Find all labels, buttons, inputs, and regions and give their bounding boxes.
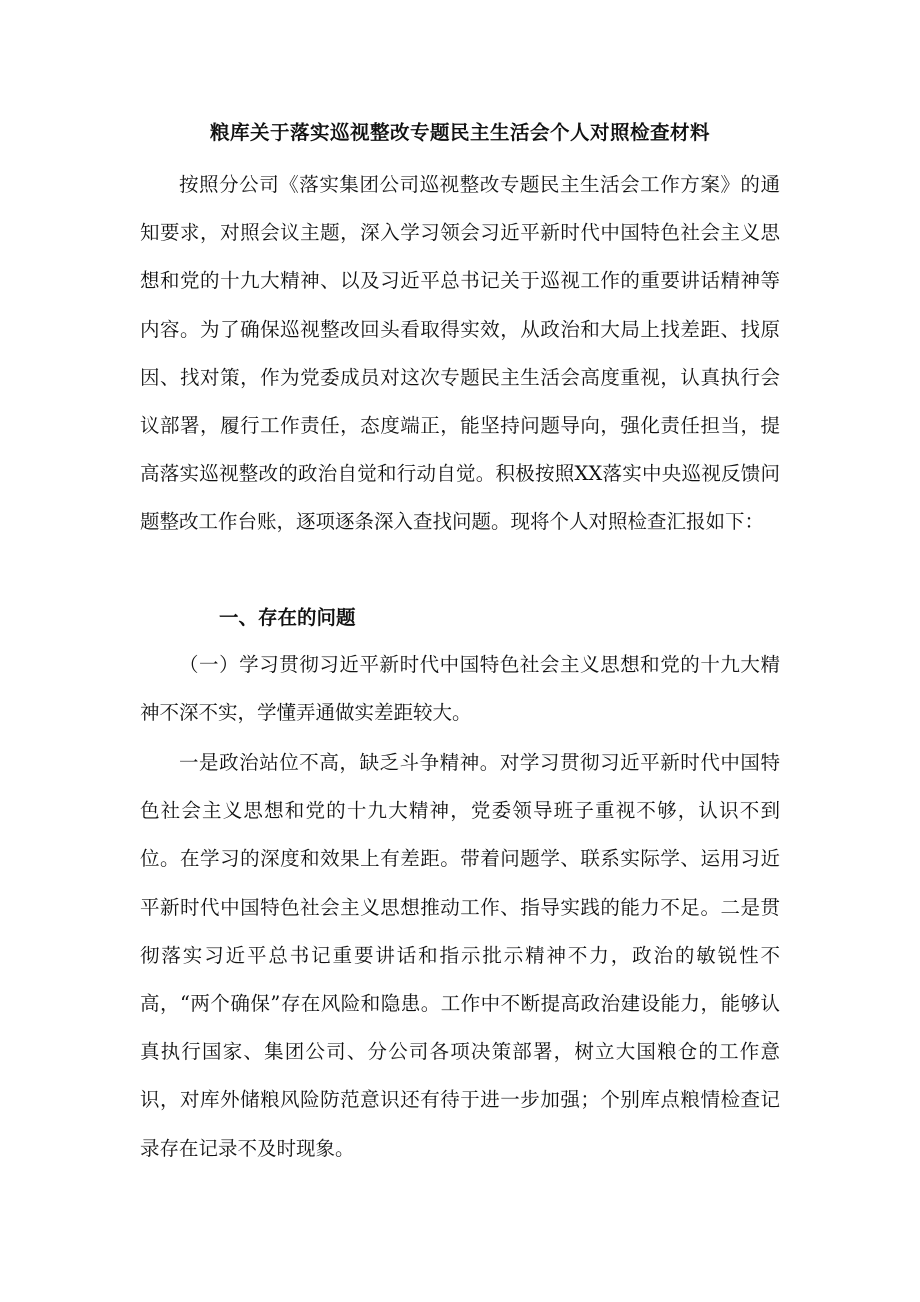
body-paragraph: 一是政治站位不高，缺乏斗争精神。对学习贯彻习近平新时代中国特色社会主义思想和党的十九大精神，党委领导班子重视不够，认识不到位。在学习的深度和效果上有差距。带着问题学、联系实际学、运用习近平新时代中国特色社会主义思想推动工作、指导实践的能力不足。二是贯彻落实习近平总书记重要讲话和指示批示精神不力，政治的敏锐性不高，“两个确保”存在风险和隐患。工作中不断提高政治建设能力，能够认真执行国家、集团公司、分公司各项决策部署，树立大国粮仓的工作意识，对库外储粮风险防范意识还有待于进一步加强；个别库点粮情检查记录存在记录不及时现象。 — [140, 751, 780, 1160]
subsection-paragraph: （一）学习贯彻习近平新时代中国特色社会主义思想和党的十九大精神不深不实，学懂弄通做实差距较大。 — [140, 653, 780, 725]
intro-paragraph: 按照分公司《落实集团公司巡视整改专题民主生活会工作方案》的通知要求，对照会议主题，深入学习领会习近平新时代中国特色社会主义思想和党的十九大精神、以及习近平总书记关于巡视工作的重要讲话精神等内容。为了确保巡视整改回头看取得实效，从政治和大局上找差距、找原因、找对策，作为党委成员对这次专题民主生活会高度重视，认真执行会议部署，履行工作责任，态度端正，能坚持问题导向，强化责任担当，提高落实巡视整改的政治自觉和行动自觉。积极按照XX落实中央巡视反馈问题整改工作台账，逐项逐条深入查找问题。现将个人对照检查汇报如下： — [140, 173, 780, 534]
section-heading: 一、存在的问题 — [219, 606, 356, 629]
document-title: 粮库关于落实巡视整改专题民主生活会个人对照检查材料 — [209, 121, 710, 144]
